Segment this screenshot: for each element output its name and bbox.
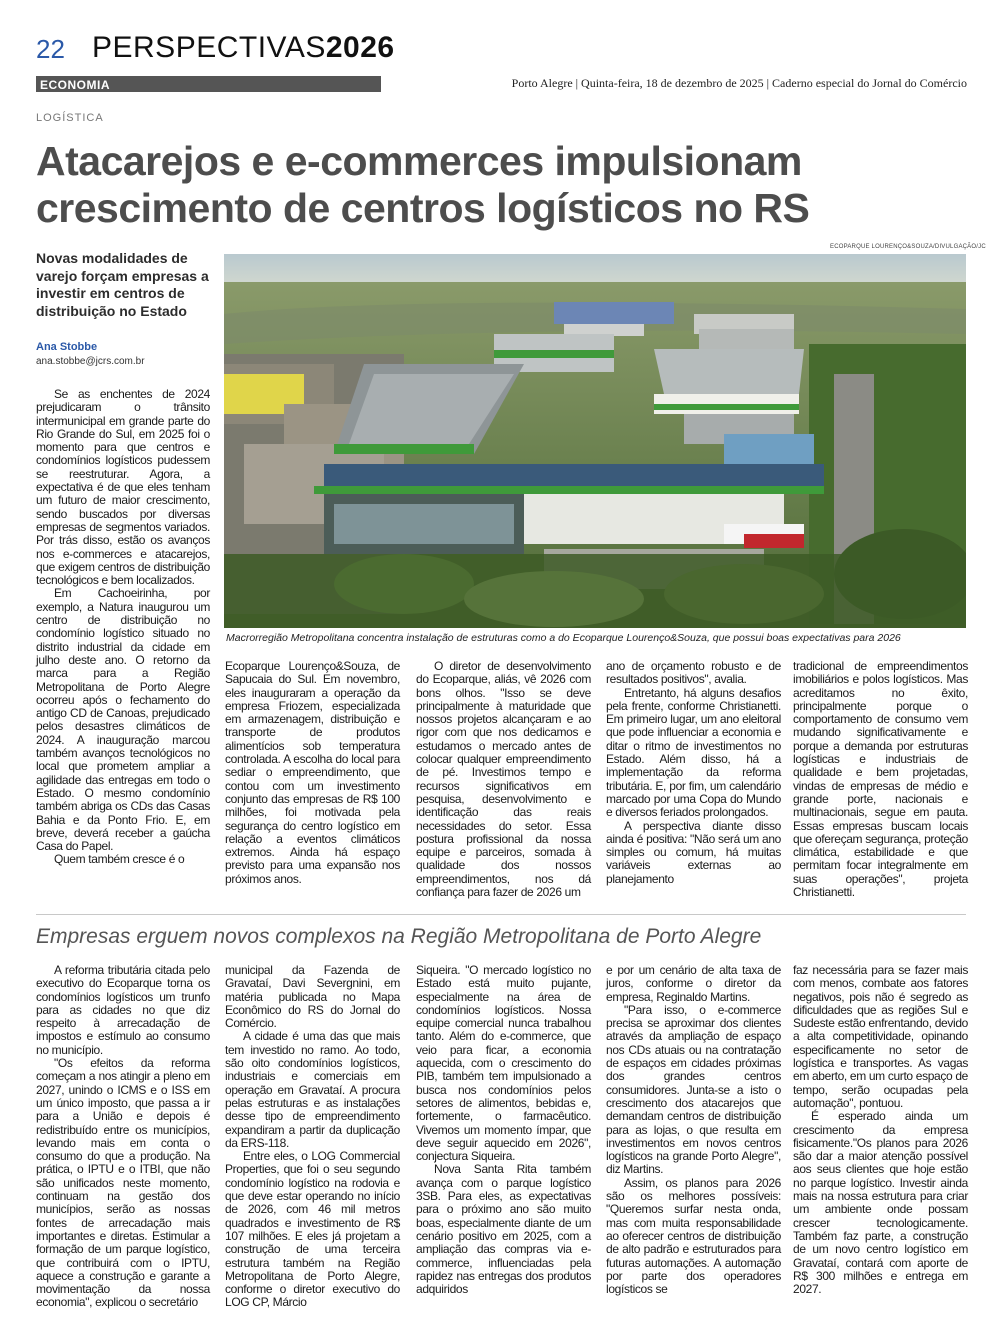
page-number: 22 <box>36 34 65 64</box>
section-bar <box>36 76 381 92</box>
dateline: Porto Alegre | Quinta-feira, 18 de dezembro de 2025 | Caderno especial do Jornal do Comércio <box>511 76 967 90</box>
paragraph: ano de orçamento robusto e de resultados positivos", avalia. <box>606 659 781 687</box>
column-bottom-1 <box>36 964 210 1310</box>
column-top-2 <box>225 660 400 886</box>
paragraph: A cidade é uma das que mais tem investido no ramo. Ao todo, são oito condomínios logísticos, industriais e comerciais em operação em Gravataí. A procura pelas estruturas e as instalações desse tipo de empreendimento expandiram a partir da duplicação da ERS-118. <box>225 1029 400 1150</box>
paragraph: A perspectiva diante disso ainda é positiva: "Não será um ano simples ou comum, há muitas variáveis externas ao planejamento <box>606 818 781 886</box>
column-bottom-2 <box>225 964 400 1310</box>
column-bottom-5 <box>793 964 968 1296</box>
subhead: Novas modalidades de varejo forçam empresas a investir em centros de distribuição no Estado <box>36 250 209 319</box>
headline: Atacarejos e e-commerces impulsionam crescimento de centros logísticos no RS <box>36 138 810 231</box>
photo-credit: ECOPARQUE LOURENÇO&SOUZA/DIVULGAÇÃO/JC <box>830 244 986 250</box>
paragraph: Assim, os planos para 2026 são os melhores possíveis: "Queremos surfar nesta onda, mas com muita responsabilidade ao oferecer centros de distribuição de alto padrão e estruturados para futuras automações. A automação por parte dos operadores logísticos se <box>606 1175 781 1297</box>
paragraph: e por um cenário de alta taxa de juros, conforme o diretor da empresa, Reginaldo Martins. <box>606 963 781 1004</box>
divider <box>36 914 966 915</box>
column-top-3 <box>416 660 591 899</box>
paragraph: faz necessária para se fazer mais com menos, combate aos fatores negativos, pois não é segredo as dificuldades que as regiões Sul e Sudeste estão enfrentando, devido a alta competitividade, opinando especificamente no setor de logística e transportes. As vagas em aberto, em um curto espaço de tempo, serão ocupadas pela automação", pontuou. <box>793 963 968 1110</box>
section-label: ECONOMIA <box>40 78 110 92</box>
paragraph: Em Cachoeirinha, por exemplo, a Natura inaugurou um centro de distribuição no condomínio logístico situado no distrito industrial da cidade em julho deste ano. O retorno da marca para a Região Metropolitana de Porto Alegre ocorreu após o fechamento do antigo CD de Canoas, prejudicado pelos desastres climáticos de 2024. A inauguração marcou também avanços tecnológicos no local que prometem ampliar a agilidade das entregas em todo o Estado. O mesmo condomínio também abriga os CDs das Casas Bahia e da Ponto Frio. E, em breve, deverá receber a gaúcha Casa do Papel. <box>36 586 210 854</box>
column-top-5 <box>793 660 968 899</box>
paragraph: Se as enchentes de 2024 prejudicaram o trânsito intermunicipal em grande parte do Rio Grande do Sul, em 2025 foi o momento para que centros e condomínios logísticos pudessem se reestruturar. Agora, a expectativa é de que eles tenham um futuro de maior crescimento, sendo buscados por diversas empresas de segmentos variados. Por trás disso, estão os avanços nos e-commerces e atacarejos, que exigem centros de distribuição tecnológicos e bem localizados. <box>36 387 210 588</box>
paragraph: O diretor de desenvolvimento do Ecoparque, aliás, vê 2026 com bons olhos. "Isso se deve principalmente à maturidade que nossos projetos alcançaram e ao rigor com que nos dedicamos e estudamos o mercado antes de colocar qualquer empreendimento de pé. Investimos tempo e recursos significativos em pesquisa, desenvolvimento e identificação das reais necessidades do setor. Essa postura profissional da nossa equipe e parceiros, somada à qualidade dos nossos empreendimentos, nos dá confiança para fazer de 2026 um <box>416 659 591 900</box>
paragraph: "Os efeitos da reforma começam a nos atingir a pleno em 2027, unindo o ICMS e o ISS em um único imposto, que passa a ir para a União e depois é redistribuído entre os municípios, levando mais em conta o consumo do que a produção. Na prática, o IPTU e o ITBI, que não são unificados neste momento, continuam na gestão dos municípios, serão as nossas fontes de arrecadação mais importantes e diretas. Estimular a formação de um parque logístico, que contribuirá com o IPTU, aquece a construção e garante a movimentação da nossa economia", explicou o secretário <box>36 1056 210 1310</box>
aerial-photo-illustration <box>224 254 966 628</box>
paragraph: Siqueira. "O mercado logístico no Estado está muito pujante, especialmente na área de condomínios logísticos. Nossa equipe comercial nunca trabalhou tanto. Além do e-commerce, que veio para ficar, a economia aquecida, com o crescimento do PIB, também tem impulsionado a busca nos condomínios pelos setores de alimentos, bebidas e, fortemente, o farmacêutico. Vivemos um momento ímpar, que deve seguir aquecido em 2026", conjectura Siqueira. <box>416 963 591 1164</box>
paragraph: É esperado ainda um crescimento da empresa fisicamente."Os planos para 2026 são dar a maior atenção possível aos seus clientes que hoje estão no parque logístico. Investir ainda mais na nossa estrutura para criar um ambiente onde possam crescer tecnologicamente. Também faz parte, a construção de um novo centro logístico em Gravataí, contará com aporte de R$ 300 milhões e entrega em 2027. <box>793 1109 968 1297</box>
paragraph: Entre eles, o LOG Commercial Properties, que foi o seu segundo condomínio logístico na rodovia e que deve estar operando no início de 2026, com 46 mil metros quadrados e investimento de R$ 107 milhões. E eles já projetam a construção de uma terceira estrutura também na Região Metropolitana de Porto Alegre, conforme o diretor executivo do LOG CP, Márcio <box>225 1149 400 1310</box>
column-bottom-4 <box>606 964 781 1296</box>
author-name: Ana Stobbe <box>36 341 98 353</box>
photo-caption: Macrorregião Metropolitana concentra instalação de estruturas como a do Ecoparque Lourenço&Souza, que possui boas expectativas para 2026 <box>226 632 901 644</box>
masthead-bold: 2026 <box>325 31 395 64</box>
column-bottom-3 <box>416 964 591 1296</box>
paragraph: Entretanto, há alguns desafios pela frente, conforme Christianetti. Em primeiro lugar, um ano eleitoral que pode influenciar a economia e ditar o ritmo de investimentos no Estado. Além disso, há a implementação da reforma tributária. E, por fim, um calendário marcado por uma Copa do Mundo e diversos feriados prolongados. <box>606 685 781 820</box>
paragraph: A reforma tributária citada pelo executivo do Ecoparque torna os condomínios logísticos um trunfo para as cidades no que diz respeito à arrecadação de impostos e estímulo ao consumo no município. <box>36 963 210 1057</box>
paragraph: Ecoparque Lourenço&Souza, de Sapucaia do Sul. Em novembro, eles inauguraram a operação da empresa Friozem, especializada em armazenagem, distribuição e transporte de produtos alimentícios sob temperatura controlada. A escolha do local para sediar o empreendimento, que contou com um investimento conjunto das empresas de R$ 100 milhões, foi motivada pela segurança do centro logístico em relação a eventos climáticos extremos. Ainda há espaço previsto para uma expansão nos próximos anos. <box>225 659 400 886</box>
paragraph: Nova Santa Rita também avança com o parque logístico 3SB. Para eles, as expectativas para o próximo ano são muito boas, especialmente diante de um cenário positivo em 2025, com a ampliação das compras via e-commerce, influenciadas pela rapidez nas entregas dos produtos adquiridos <box>416 1162 591 1297</box>
author-email: ana.stobbe@jcrs.com.br <box>36 356 145 367</box>
masthead-light: PERSPECTIVAS <box>92 31 326 64</box>
masthead <box>92 31 395 65</box>
column-top-1 <box>36 388 210 867</box>
column-top-4 <box>606 660 781 886</box>
kicker: LOGÍSTICA <box>36 112 104 124</box>
paragraph: tradicional de empreendimentos imobiliários e polos logísticos. Mas acreditamos no êxito, principalmente porque o comportamento de consumo vem mudando significativamente e porque a demanda por estruturas logísticas e industriais de qualidade e bem projetadas, vindas de empresas de médio e grande porte, nacionais e multinacionais, segue em pauta. Essas empresas buscam locais que ofereçam segurança, proteção climática, estabilidade e que permitam focar integralmente em suas operações", projeta Christianetti. <box>793 659 968 900</box>
paragraph: "Para isso, o e-commerce precisa se aproximar dos clientes através da ampliação de espaço nos CDs atuais ou na contratação de espaços em cidades próximas dos grandes centros consumidores. Junta-se a isto o crescimento dos atacarejos que demandam centros de distribuição para as lojas, o que resulta em investimentos em novos centros logísticos na grande Porto Alegre", diz Martins. <box>606 1002 781 1177</box>
section-subtitle: Empresas erguem novos complexos na Região Metropolitana de Porto Alegre <box>36 925 762 948</box>
paragraph: Quem também cresce é o <box>54 852 185 867</box>
aerial-photo <box>224 254 966 628</box>
paragraph: municipal da Fazenda de Gravataí, Davi Severgnini, em matéria publicada no Mapa Econômico do RS do Jornal do Comércio. <box>225 963 400 1031</box>
